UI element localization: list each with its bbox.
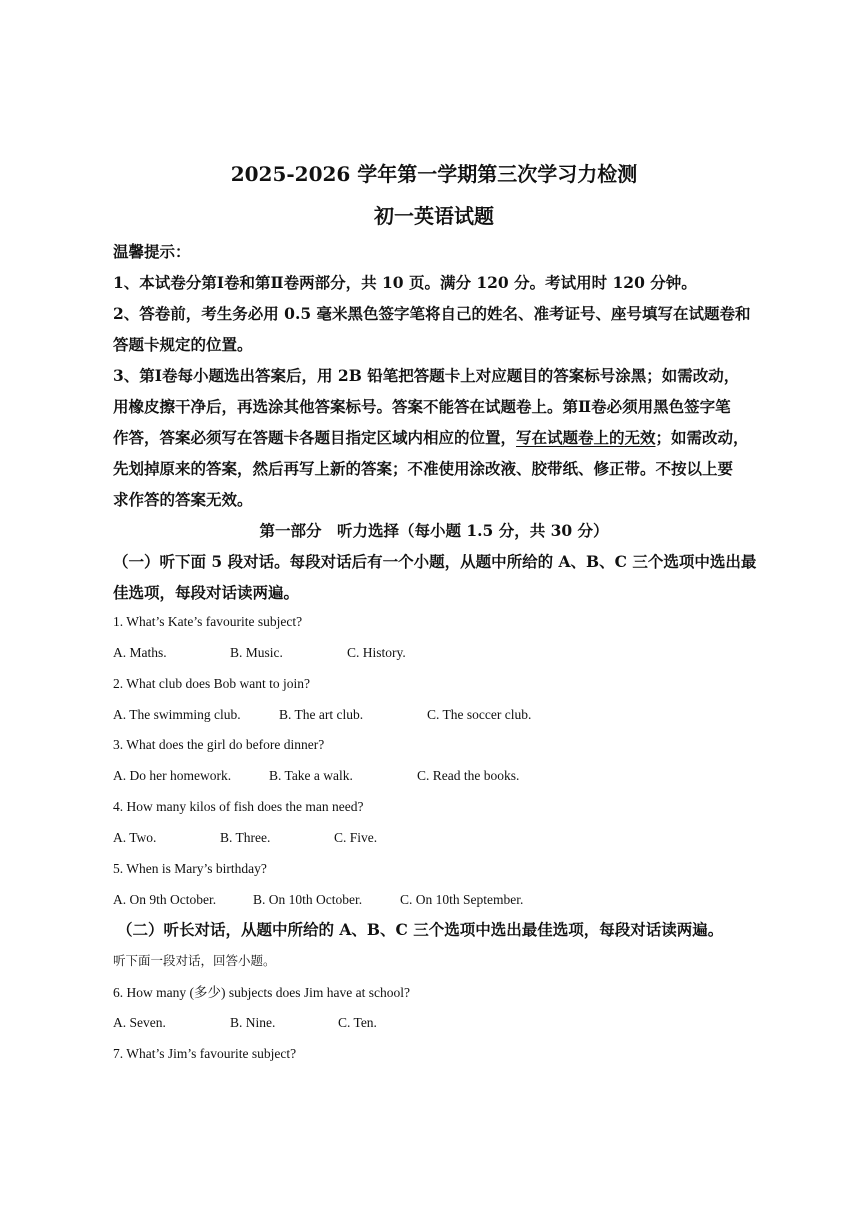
note-3-line-3-pre: 作答，答案必须写在答题卡各题目指定区域内相应的位置， <box>113 428 517 447</box>
q6-option-b: B. Nine. <box>230 1015 276 1030</box>
q6-option-a: A. Seven. <box>113 1015 166 1030</box>
note-3-line-3-post: ；如需改动， <box>655 428 749 447</box>
section2-heading: （二）听长对话，从题中所给的 A、B、C 三个选项中选出最佳选项，每段对话读两遍。 <box>117 920 724 939</box>
question-5: 5. When is Mary’s birthday? <box>113 861 267 876</box>
q3-option-b: B. Take a walk. <box>269 768 353 783</box>
note-3-underlined: 写在试题卷上的无效 <box>516 428 656 447</box>
q5-option-c: C. On 10th September. <box>400 892 524 907</box>
question-7: 7. What’s Jim’s favourite subject? <box>113 1046 297 1061</box>
question-2: 2. What club does Bob want to join? <box>113 676 310 691</box>
q1-option-a: A. Maths. <box>113 645 167 660</box>
q2-option-a: A. The swimming club. <box>113 707 241 722</box>
notes-label: 温馨提示： <box>113 242 191 261</box>
q3-option-a: A. Do her homework. <box>113 768 232 783</box>
question-1: 1. What’s Kate’s favourite subject? <box>113 614 303 629</box>
q5-option-b: B. On 10th October. <box>253 892 363 907</box>
part1-heading: 第一部分 听力选择（每小题 1.5 分，共 30 分） <box>259 521 609 540</box>
note-1: 1、本试卷分第Ⅰ卷和第Ⅱ卷两部分，共 10 页。满分 120 分。考试用时 120 分钟。 <box>113 273 697 292</box>
q5-option-a: A. On 9th October. <box>113 892 217 907</box>
note-3-line-2: 用橡皮擦干净后，再选涂其他答案标号。答案不能答在试题卷上。第Ⅱ卷必须用黑色签字笔 <box>113 397 731 416</box>
q1-option-b: B. Music. <box>230 645 283 660</box>
note-2-line-2: 答题卡规定的位置。 <box>113 335 253 354</box>
section1-line-1: （一）听下面 5 段对话。每段对话后有一个小题，从题中所给的 A、B、C 三个选项中选出最 <box>113 552 757 571</box>
q2-option-b: B. The art club. <box>279 707 364 722</box>
note-3-line-5: 求作答的答案无效。 <box>113 490 253 509</box>
question-3: 3. What does the girl do before dinner? <box>113 737 325 752</box>
q1-option-c: C. History. <box>347 645 406 660</box>
q4-option-c: C. Five. <box>334 830 378 845</box>
question-4: 4. How many kilos of fish does the man need? <box>113 799 364 814</box>
q4-option-b: B. Three. <box>220 830 271 845</box>
q6-option-c: C. Ten. <box>338 1015 377 1030</box>
note-2-line-1: 2、答卷前，考生务必用 0.5 毫米黑色签字笔将自己的姓名、准考证号、座号填写在试题卷和 <box>113 304 751 323</box>
exam-subtitle: 初一英语试题 <box>374 204 494 228</box>
q4-option-a: A. Two. <box>113 830 157 845</box>
section1-line-2: 佳选项，每段对话读两遍。 <box>113 583 300 602</box>
q2-option-c: C. The soccer club. <box>427 707 532 722</box>
exam-title: 2025-2026 学年第一学期第三次学习力检测 <box>230 162 638 186</box>
note-3-line-3 <box>113 428 763 448</box>
question-6: 6. How many (多少) subjects does Jim have at school? <box>113 985 410 1000</box>
note-3-line-4: 先划掉原来的答案，然后再写上新的答案；不准使用涂改液、胶带纸、修正带。不按以上要 <box>113 459 734 478</box>
q3-option-c: C. Read the books. <box>417 768 520 783</box>
note-3-line-1: 3、第Ⅰ卷每小题选出答案后，用 2B 铅笔把答题卡上对应题目的答案标号涂黑；如需改动， <box>113 366 740 385</box>
section2-note: 听下面一段对话，回答小题。 <box>113 953 276 968</box>
